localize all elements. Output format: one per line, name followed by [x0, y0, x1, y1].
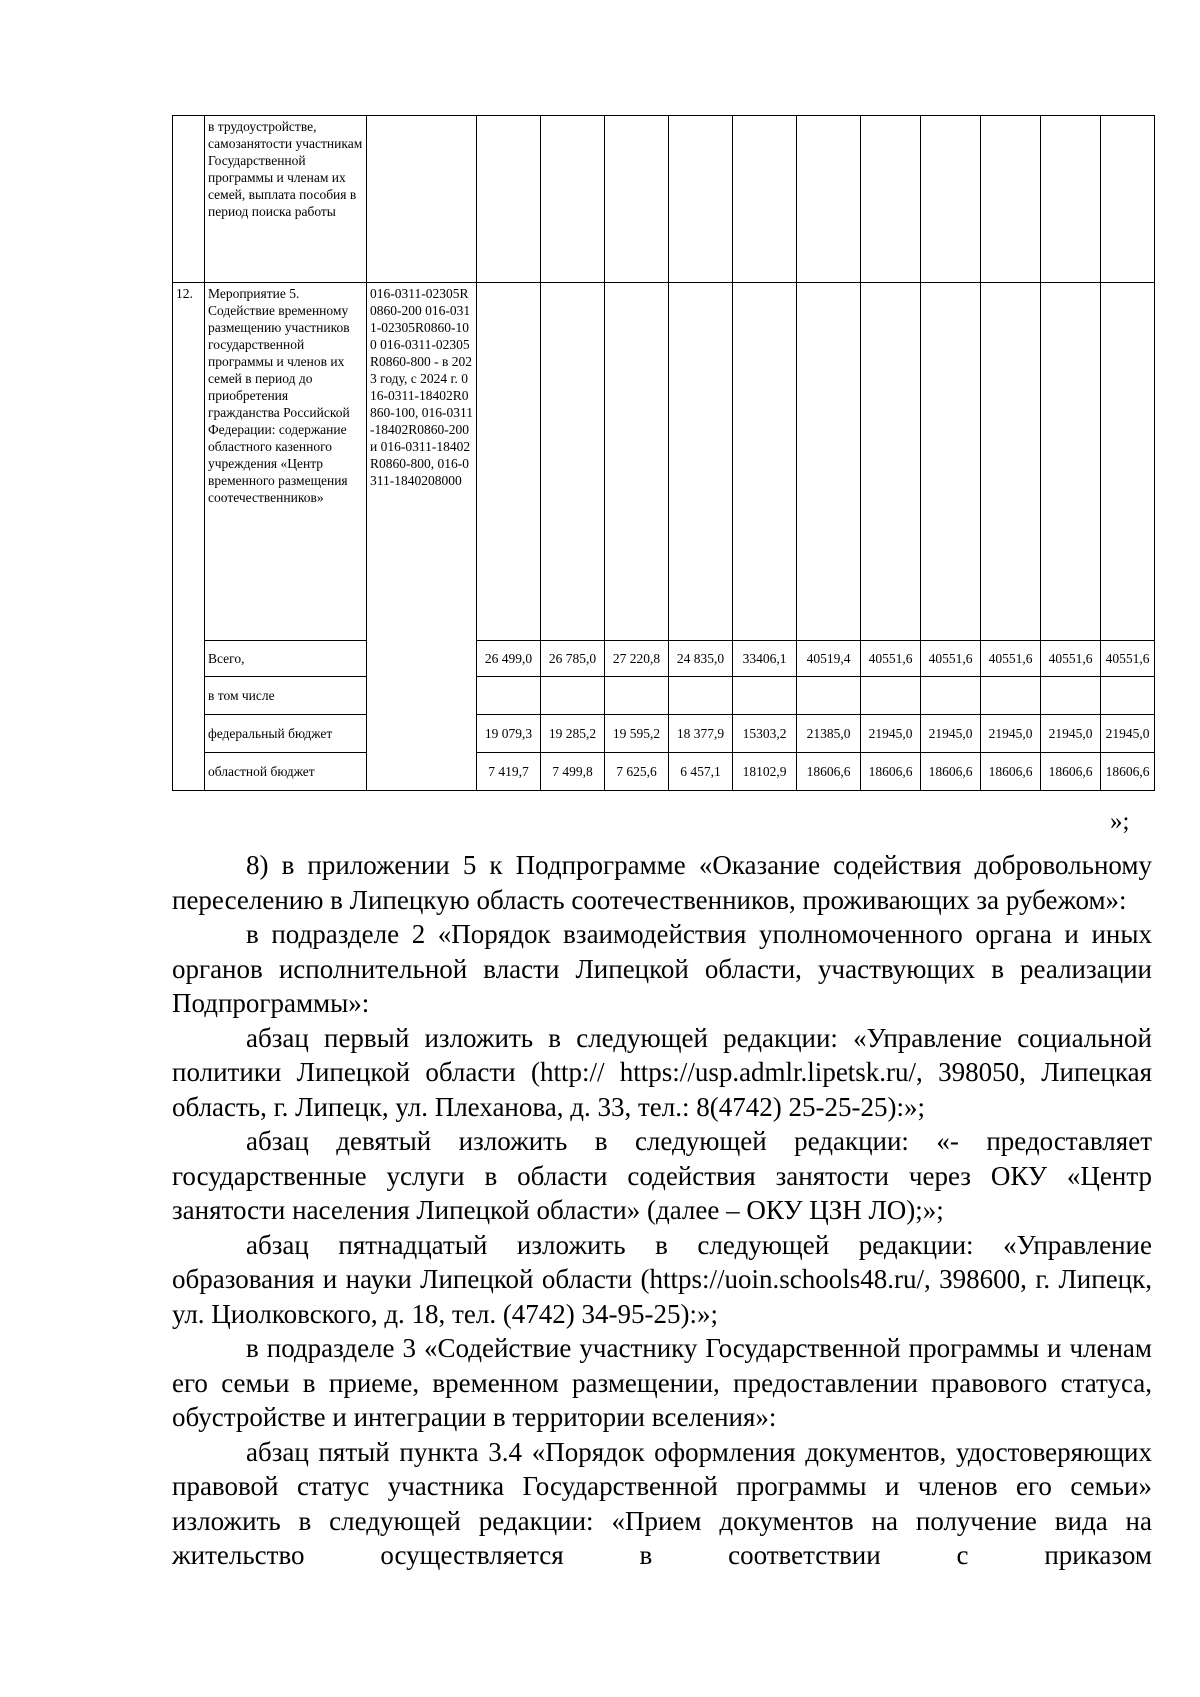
value-cell: 18606,6: [861, 753, 921, 791]
row-label: федеральный бюджет: [205, 715, 367, 753]
value-cell: 7 499,8: [541, 753, 605, 791]
paragraph: абзац первый изложить в следующей редакции: «Управление социальной политики Липецкой области (http:// https://usp.admlr.lipetsk.ru/, 398050, Липецкая область, г. Липецк, ул. Плеханова, д. 33, тел.: 8(4742) 25-25-25):»;: [172, 1022, 1152, 1122]
value-cell: 18606,6: [1101, 753, 1155, 791]
value-cell: 40551,6: [1041, 641, 1101, 677]
value-cell: 21945,0: [981, 715, 1041, 753]
value-cell: 19 285,2: [541, 715, 605, 753]
financing-table-wrapper: [172, 115, 1155, 791]
paragraph: абзац пятый пункта 3.4 «Порядок оформления документов, удостоверяющих правовой статус участника Государственной программы и членов его семьи» изложить в следующей редакции: «Прием документов на получение вида на жительство осуществляется в соответствии с приказом: [172, 1436, 1152, 1570]
value-cell: 24 835,0: [669, 641, 733, 677]
value-cell: 21945,0: [1101, 715, 1155, 753]
row-label: в том числе: [205, 677, 367, 715]
paragraph: в подразделе 2 «Порядок взаимодействия уполномоченного органа и иных органов исполнительной власти Липецкой области, участвующих в реализации Подпрограммы»:: [172, 919, 1152, 1018]
value-cell: 33406,1: [733, 641, 797, 677]
table-row: [173, 116, 1155, 283]
value-cell: 19 595,2: [605, 715, 669, 753]
financing-table: [172, 115, 1155, 791]
paragraph: абзац пятнадцатый изложить в следующей редакции: «Управление образования и науки Липецкой области (https://uoin.schools48.ru/, 398600, г. Липецк, ул. Циолковского, д. 18, тел. (4742) 34-95-25):»;: [172, 1229, 1152, 1329]
table-row-federal: [173, 715, 1155, 753]
code-cell: [367, 116, 477, 283]
table-row-regional: [173, 753, 1155, 791]
value-cell: 21945,0: [921, 715, 981, 753]
closing-quote: »;: [1110, 808, 1130, 835]
value-cell: 27 220,8: [605, 641, 669, 677]
value-cell: 15303,2: [733, 715, 797, 753]
row-label: областной бюджет: [205, 753, 367, 791]
paragraph: абзац девятый изложить в следующей редакции: «- предоставляет государственные услуги в области содействия занятости через ОКУ «Центр занятости населения Липецкой области» (далее – ОКУ ЦЗН ЛО);»;: [172, 1126, 1152, 1225]
value-cell: 40551,6: [1101, 641, 1155, 677]
value-cell: 40551,6: [981, 641, 1041, 677]
code-cell: 016-0311-02305R0860-200 016-0311-02305R0860-100 016-0311-02305R0860-800 - в 2023 году, с 2024 г. 016-0311-18402R0860-100, 016-0311-18402R0860-200 и 016-0311-18402R0860-800, 016-0311-1840208000: [367, 283, 477, 791]
row-label: Всего,: [205, 641, 367, 677]
row-number-cell: 12.: [173, 283, 205, 791]
value-cell: 18 377,9: [669, 715, 733, 753]
value-cell: 7 419,7: [477, 753, 541, 791]
value-cell: 18606,6: [921, 753, 981, 791]
value-cell: 21385,0: [797, 715, 861, 753]
value-cell: 21945,0: [861, 715, 921, 753]
paragraph: в подразделе 3 «Содействие участнику Государственной программы и членам его семьи в приеме, временном размещении, предоставлении правового статуса, обустройстве и интеграции в территории вселения»:: [172, 1333, 1152, 1432]
value-cell: 21945,0: [1041, 715, 1101, 753]
value-cell: 40551,6: [921, 641, 981, 677]
table-row: [173, 283, 1155, 641]
value-cell: 40519,4: [797, 641, 861, 677]
value-cell: 18606,6: [1041, 753, 1101, 791]
row-number-cell: [173, 116, 205, 283]
value-cell: 19 079,3: [477, 715, 541, 753]
value-cell: 40551,6: [861, 641, 921, 677]
table-row-total: [173, 641, 1155, 677]
value-cell: 26 785,0: [541, 641, 605, 677]
description-cell: Мероприятие 5. Содействие временному размещению участников государственной программы и членов их семей в период до приобретения гражданства Российской Федерации: содержание областного казенного учреждения «Центр временного размещения соотечественников»: [205, 283, 367, 641]
paragraph: 8) в приложении 5 к Подпрограмме «Оказание содействия добровольному переселению в Липецкую область соотечественников, проживающих за рубежом»:: [172, 850, 1152, 915]
value-cell: 18102,9: [733, 753, 797, 791]
table-row-including: [173, 677, 1155, 715]
document-body: [172, 848, 1152, 1573]
description-cell: в трудоустройстве, самозанятости участникам Государственной программы и членам их семей, выплата пособия в период поиска работы: [205, 116, 367, 283]
value-cell: 18606,6: [981, 753, 1041, 791]
value-cell: 6 457,1: [669, 753, 733, 791]
value-cell: 7 625,6: [605, 753, 669, 791]
value-cell: 26 499,0: [477, 641, 541, 677]
value-cell: 18606,6: [797, 753, 861, 791]
